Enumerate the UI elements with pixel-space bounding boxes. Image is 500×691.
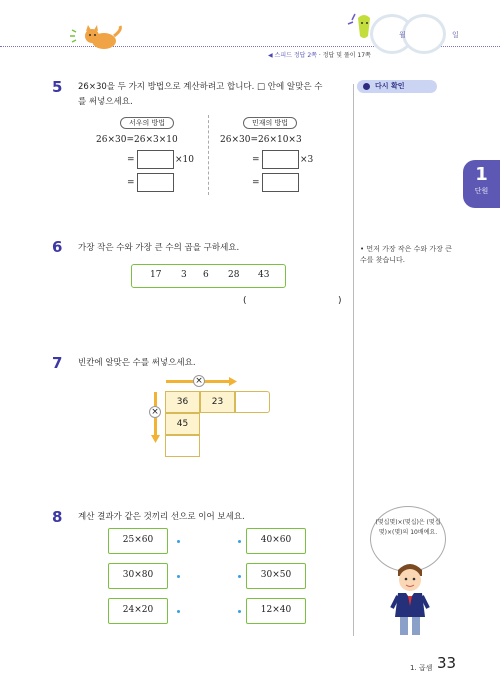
method-a-blank-1[interactable] xyxy=(137,150,174,169)
speech-bubble: (몇십몇)×(몇십)은 (몇십몇)×(몇)의 10배예요. xyxy=(370,506,446,572)
number-5: 43 xyxy=(258,270,270,280)
answer-reference xyxy=(268,50,371,59)
grid-cell-row1-2: 23 xyxy=(200,391,235,413)
method-a-eq3: = xyxy=(127,178,135,188)
method-a-times10: ×10 xyxy=(175,155,194,165)
page-number: 33 xyxy=(437,654,457,672)
problem-8-text: 계산 결과가 같은 것끼리 선으로 이어 보세요. xyxy=(78,512,245,522)
right-dot-3[interactable] xyxy=(238,610,241,613)
problem-7-text: 빈칸에 알맞은 수를 써넣으세요. xyxy=(78,358,196,368)
teacher-character-icon xyxy=(388,560,432,640)
method-b-blank-1[interactable] xyxy=(262,150,299,169)
left-expression-1[interactable]: 25×60 xyxy=(108,528,168,554)
solution-page-ref: · 정답 및 풀이 17쪽 xyxy=(318,52,371,59)
times-sign-horizontal: × xyxy=(193,375,205,387)
unit-tab[interactable] xyxy=(463,160,500,208)
bullet-icon xyxy=(363,83,370,90)
problem-5-text xyxy=(78,80,348,110)
grid-blank-bottom[interactable] xyxy=(165,435,200,457)
right-expression-1[interactable]: 40×60 xyxy=(246,528,306,554)
sidebar-divider xyxy=(353,84,354,636)
right-expression-3[interactable]: 12×40 xyxy=(246,598,306,624)
grid-cell-col1: 45 xyxy=(165,413,200,435)
answer-paren-open: ( xyxy=(243,296,247,306)
grid-blank-right[interactable] xyxy=(235,391,270,413)
method-a-line1: 26×30=26×3×10 xyxy=(96,135,178,145)
triangle-icon: ◀ xyxy=(268,52,273,59)
cat-icon xyxy=(68,24,128,50)
hint-text: • 먼저 가장 작은 수와 가장 큰 수를 찾습니다. xyxy=(360,245,452,264)
month-label: 월 xyxy=(399,31,406,39)
unit-number: 1 xyxy=(475,164,488,185)
method-b-title: 민재의 방법 xyxy=(243,117,297,129)
method-b-eq3: = xyxy=(252,178,260,188)
problem-6-text: 가장 작은 수와 가장 큰 수의 곱을 구하세요. xyxy=(78,243,240,253)
right-expression-2[interactable]: 30×50 xyxy=(246,563,306,589)
number-1: 17 xyxy=(150,270,162,280)
footer-chapter: 1. 곱셈 xyxy=(410,664,433,672)
method-b-eq2: = xyxy=(252,155,260,165)
left-dot-2[interactable] xyxy=(177,575,180,578)
right-dot-2[interactable] xyxy=(238,575,241,578)
method-a-eq2: = xyxy=(127,155,135,165)
method-divider xyxy=(208,115,209,195)
day-label: 일 xyxy=(452,31,459,39)
review-badge: 다시 확인 xyxy=(357,80,437,93)
answer-paren-close: ) xyxy=(338,296,342,306)
problem-7-number: 7 xyxy=(52,354,63,372)
number-4: 28 xyxy=(228,270,240,280)
arrow-right-icon xyxy=(229,377,237,386)
mascot-icon xyxy=(346,8,376,42)
problem-5-number: 5 xyxy=(52,78,63,96)
times-sign-vertical: × xyxy=(149,406,161,418)
number-3: 6 xyxy=(203,270,209,280)
number-2: 3 xyxy=(181,270,187,280)
answer-page-ref: 스피드 정답 2쪽 xyxy=(274,52,317,59)
left-expression-3[interactable]: 24×20 xyxy=(108,598,168,624)
problem-8-number: 8 xyxy=(52,508,63,526)
unit-word: 단원 xyxy=(474,187,489,195)
method-a-blank-2[interactable] xyxy=(137,173,174,192)
grid-cell-row1-1: 36 xyxy=(165,391,200,413)
left-dot-1[interactable] xyxy=(177,540,180,543)
left-expression-2[interactable]: 30×80 xyxy=(108,563,168,589)
method-b-line1: 26×30=26×10×3 xyxy=(220,135,302,145)
problem-5-text-line2: 를 써넣으세요. xyxy=(78,97,133,107)
problem-5-text-line1: 26×30을 두 가지 방법으로 계산하려고 합니다. □ 안에 알맞은 수 xyxy=(78,82,323,92)
arrow-down-icon xyxy=(151,435,160,443)
method-a-title: 서우의 방법 xyxy=(120,117,174,129)
answer-field[interactable] xyxy=(250,293,336,307)
problem-6-number: 6 xyxy=(52,238,63,256)
method-b-times3: ×3 xyxy=(300,155,314,165)
method-b-blank-2[interactable] xyxy=(262,173,299,192)
left-dot-3[interactable] xyxy=(177,610,180,613)
right-dot-1[interactable] xyxy=(238,540,241,543)
